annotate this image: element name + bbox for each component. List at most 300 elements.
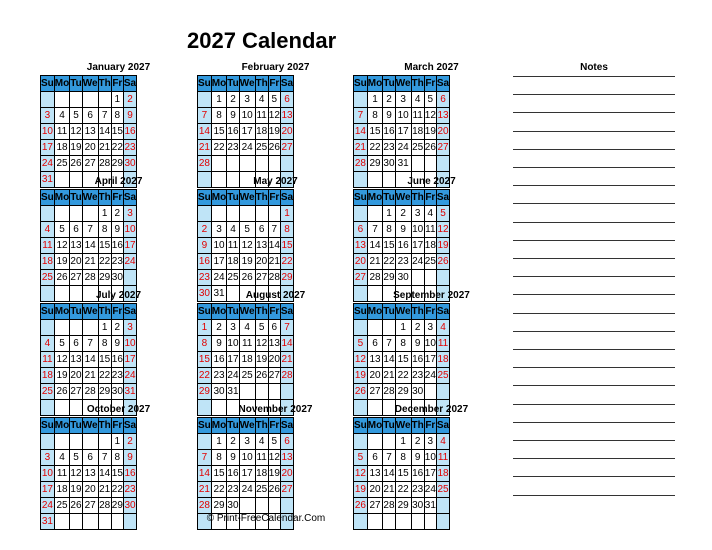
day-cell: 27 [354, 270, 368, 286]
day-cell: 11 [227, 238, 239, 254]
day-cell: 1 [211, 434, 226, 450]
day-cell: 25 [255, 482, 268, 498]
month-name: October 2027 [86, 404, 151, 415]
note-line [513, 349, 675, 350]
day-cell: 23 [123, 140, 136, 156]
note-line [513, 313, 675, 314]
day-cell: 9 [227, 450, 239, 466]
note-line [513, 185, 675, 186]
month-table [197, 75, 294, 188]
month-table [40, 75, 137, 188]
day-cell: 31 [395, 156, 411, 172]
weekday-header: We [395, 418, 411, 434]
day-cell: 26 [255, 368, 268, 384]
weekday-header: Tu [383, 76, 395, 92]
day-cell: 20 [367, 368, 382, 384]
day-cell: 29 [367, 156, 382, 172]
day-cell: 17 [395, 124, 411, 140]
day-cell: 27 [255, 270, 268, 286]
day-cell: 4 [424, 206, 436, 222]
empty-cell [436, 498, 449, 514]
empty-cell [211, 206, 226, 222]
day-cell: 4 [41, 222, 55, 238]
day-cell: 15 [211, 466, 226, 482]
day-cell: 7 [354, 108, 368, 124]
weekday-header: Th [255, 76, 268, 92]
day-cell: 5 [70, 108, 82, 124]
day-cell: 2 [411, 320, 424, 336]
weekday-header: Fr [111, 190, 123, 206]
day-cell: 26 [54, 270, 69, 286]
day-cell: 4 [411, 92, 424, 108]
weekday-header: Su [354, 418, 368, 434]
day-cell: 8 [395, 450, 411, 466]
day-cell: 14 [367, 238, 382, 254]
day-cell: 20 [354, 254, 368, 270]
day-cell: 14 [82, 238, 98, 254]
day-cell: 19 [268, 124, 280, 140]
weekday-header: Sa [280, 304, 293, 320]
weekday-header: Tu [70, 418, 82, 434]
day-cell: 7 [98, 450, 111, 466]
day-cell: 1 [198, 320, 212, 336]
day-cell: 16 [198, 254, 212, 270]
day-cell: 3 [123, 320, 136, 336]
day-cell: 9 [123, 108, 136, 124]
day-cell: 8 [98, 336, 111, 352]
day-cell: 10 [41, 466, 55, 482]
day-cell: 21 [383, 368, 395, 384]
empty-cell [383, 320, 395, 336]
day-cell: 12 [424, 108, 436, 124]
day-cell: 18 [227, 254, 239, 270]
day-cell: 2 [383, 92, 395, 108]
day-cell: 28 [198, 156, 212, 172]
weekday-header: Mo [54, 190, 69, 206]
day-cell: 26 [354, 384, 368, 400]
day-cell: 21 [354, 140, 368, 156]
day-cell: 2 [111, 320, 123, 336]
month-name: March 2027 [404, 62, 459, 73]
day-cell: 11 [424, 222, 436, 238]
day-cell: 14 [383, 466, 395, 482]
day-cell: 5 [239, 222, 255, 238]
day-cell: 10 [239, 450, 255, 466]
weekday-header: Tu [383, 190, 395, 206]
day-cell: 1 [98, 320, 111, 336]
day-cell: 31 [41, 514, 55, 530]
day-cell: 25 [41, 384, 55, 400]
day-cell: 20 [367, 482, 382, 498]
day-cell: 21 [198, 140, 212, 156]
day-cell: 6 [280, 92, 293, 108]
day-cell: 25 [41, 270, 55, 286]
day-cell: 14 [98, 466, 111, 482]
notes-title: Notes [580, 62, 608, 73]
day-cell: 19 [268, 466, 280, 482]
day-cell: 23 [211, 368, 226, 384]
day-cell: 31 [227, 384, 239, 400]
day-cell: 9 [111, 336, 123, 352]
empty-cell [41, 320, 55, 336]
weekday-header: Sa [436, 418, 449, 434]
day-cell: 19 [54, 368, 69, 384]
day-cell: 1 [211, 92, 226, 108]
day-cell: 3 [239, 92, 255, 108]
day-cell: 19 [70, 482, 82, 498]
note-line [513, 167, 675, 168]
empty-cell [255, 384, 268, 400]
weekday-header: Th [411, 190, 424, 206]
day-cell: 24 [123, 368, 136, 384]
day-cell: 27 [367, 498, 382, 514]
day-cell: 19 [255, 352, 268, 368]
day-cell: 14 [98, 124, 111, 140]
day-cell: 7 [198, 450, 212, 466]
day-cell: 26 [436, 254, 449, 270]
note-line [513, 404, 675, 405]
day-cell: 1 [111, 434, 123, 450]
day-cell: 29 [198, 384, 212, 400]
day-cell: 15 [395, 352, 411, 368]
day-cell: 28 [383, 498, 395, 514]
day-cell: 17 [41, 482, 55, 498]
day-cell: 11 [255, 450, 268, 466]
day-cell: 20 [436, 124, 449, 140]
empty-cell [280, 498, 293, 514]
weekday-header: Mo [367, 418, 382, 434]
note-line [513, 112, 675, 113]
day-cell: 24 [239, 140, 255, 156]
weekday-header: Mo [54, 418, 69, 434]
day-cell: 19 [424, 124, 436, 140]
day-cell: 29 [280, 270, 293, 286]
day-cell: 15 [211, 124, 226, 140]
empty-cell [82, 92, 98, 108]
day-cell: 7 [82, 336, 98, 352]
day-cell: 14 [198, 124, 212, 140]
weekday-header: Th [411, 304, 424, 320]
day-cell: 12 [354, 466, 368, 482]
empty-cell [70, 434, 82, 450]
weekday-header: Su [41, 190, 55, 206]
day-cell: 12 [54, 352, 69, 368]
note-line [513, 131, 675, 132]
day-cell: 28 [82, 270, 98, 286]
weekday-header: Tu [227, 304, 239, 320]
empty-cell [268, 384, 280, 400]
weekday-header: Su [198, 418, 212, 434]
day-cell: 8 [198, 336, 212, 352]
day-cell: 20 [82, 140, 98, 156]
day-cell: 9 [123, 450, 136, 466]
day-cell: 21 [98, 140, 111, 156]
month-table [353, 189, 450, 302]
day-cell: 26 [54, 384, 69, 400]
day-cell: 21 [198, 482, 212, 498]
day-cell: 9 [198, 238, 212, 254]
month-table [40, 303, 137, 416]
day-cell: 8 [280, 222, 293, 238]
day-cell: 13 [367, 352, 382, 368]
weekday-header: Fr [268, 76, 280, 92]
weekday-header: Sa [280, 418, 293, 434]
day-cell: 26 [424, 140, 436, 156]
day-cell: 8 [111, 450, 123, 466]
note-line [513, 276, 675, 277]
day-cell: 9 [395, 222, 411, 238]
day-cell: 4 [255, 92, 268, 108]
month-table [197, 303, 294, 416]
day-cell: 15 [198, 352, 212, 368]
day-cell: 3 [239, 434, 255, 450]
empty-cell [54, 434, 69, 450]
day-cell: 29 [98, 384, 111, 400]
month-name: April 2027 [94, 176, 143, 187]
weekday-header: Mo [211, 418, 226, 434]
empty-cell [280, 384, 293, 400]
day-cell: 13 [280, 108, 293, 124]
day-cell: 16 [111, 238, 123, 254]
weekday-header: Su [198, 190, 212, 206]
day-cell: 6 [70, 222, 82, 238]
weekday-header: Th [411, 418, 424, 434]
note-line [513, 458, 675, 459]
day-cell: 5 [255, 320, 268, 336]
day-cell: 11 [436, 336, 449, 352]
calendar-title: 2027 Calendar [187, 28, 337, 53]
day-cell: 24 [395, 140, 411, 156]
day-cell: 27 [436, 140, 449, 156]
weekday-header: Fr [268, 190, 280, 206]
day-cell: 7 [383, 336, 395, 352]
empty-cell [268, 498, 280, 514]
day-cell: 24 [211, 270, 226, 286]
day-cell: 3 [227, 320, 239, 336]
empty-cell [239, 206, 255, 222]
day-cell: 28 [198, 498, 212, 514]
day-cell: 4 [255, 434, 268, 450]
day-cell: 11 [436, 450, 449, 466]
day-cell: 27 [70, 384, 82, 400]
day-cell: 19 [436, 238, 449, 254]
weekday-header: Su [354, 304, 368, 320]
empty-cell [198, 92, 212, 108]
day-cell: 6 [82, 108, 98, 124]
day-cell: 24 [424, 482, 436, 498]
weekday-header: Th [98, 418, 111, 434]
day-cell: 2 [411, 434, 424, 450]
empty-cell [354, 320, 368, 336]
empty-cell [367, 434, 382, 450]
day-cell: 9 [211, 336, 226, 352]
weekday-header: Mo [367, 190, 382, 206]
day-cell: 12 [239, 238, 255, 254]
day-cell: 18 [255, 466, 268, 482]
weekday-header: Fr [424, 418, 436, 434]
day-cell: 13 [70, 238, 82, 254]
day-cell: 11 [41, 352, 55, 368]
day-cell: 18 [411, 124, 424, 140]
note-line [513, 76, 675, 77]
day-cell: 29 [395, 384, 411, 400]
day-cell: 26 [239, 270, 255, 286]
weekday-header: Tu [383, 418, 395, 434]
day-cell: 26 [268, 140, 280, 156]
day-cell: 11 [41, 238, 55, 254]
day-cell: 27 [70, 270, 82, 286]
day-cell: 28 [354, 156, 368, 172]
day-cell: 20 [255, 254, 268, 270]
day-cell: 20 [82, 482, 98, 498]
day-cell: 5 [354, 450, 368, 466]
weekday-header: Su [198, 304, 212, 320]
day-cell: 9 [111, 222, 123, 238]
day-cell: 3 [211, 222, 226, 238]
day-cell: 4 [41, 336, 55, 352]
day-cell: 6 [280, 434, 293, 450]
day-cell: 5 [70, 450, 82, 466]
day-cell: 10 [395, 108, 411, 124]
month-name: July 2027 [95, 290, 142, 301]
day-cell: 12 [54, 238, 69, 254]
day-cell: 25 [424, 254, 436, 270]
empty-cell [54, 92, 69, 108]
day-cell: 28 [367, 270, 382, 286]
month-name: May 2027 [253, 176, 298, 187]
day-cell: 22 [280, 254, 293, 270]
day-cell: 21 [383, 482, 395, 498]
day-cell: 29 [111, 498, 123, 514]
day-cell: 7 [383, 450, 395, 466]
day-cell: 14 [268, 238, 280, 254]
day-cell: 12 [70, 466, 82, 482]
weekday-header: We [395, 190, 411, 206]
empty-cell [239, 384, 255, 400]
day-cell: 5 [268, 434, 280, 450]
day-cell: 27 [82, 156, 98, 172]
empty-cell [98, 92, 111, 108]
day-cell: 2 [123, 92, 136, 108]
weekday-header: Fr [424, 304, 436, 320]
weekday-header: Su [354, 190, 368, 206]
day-cell: 28 [268, 270, 280, 286]
day-cell: 6 [367, 450, 382, 466]
day-cell: 23 [111, 254, 123, 270]
day-cell: 15 [280, 238, 293, 254]
day-cell: 17 [424, 466, 436, 482]
empty-cell [82, 206, 98, 222]
day-cell: 2 [123, 434, 136, 450]
day-cell: 17 [123, 238, 136, 254]
day-cell: 30 [198, 286, 212, 302]
day-cell: 21 [82, 368, 98, 384]
day-cell: 5 [54, 222, 69, 238]
day-cell: 22 [395, 482, 411, 498]
day-cell: 17 [411, 238, 424, 254]
day-cell: 13 [255, 238, 268, 254]
day-cell: 17 [227, 352, 239, 368]
empty-cell [123, 270, 136, 286]
note-line [513, 149, 675, 150]
day-cell: 26 [354, 498, 368, 514]
day-cell: 27 [280, 482, 293, 498]
empty-cell [70, 320, 82, 336]
weekday-header: Tu [383, 304, 395, 320]
day-cell: 20 [280, 466, 293, 482]
weekday-header: Mo [211, 304, 226, 320]
day-cell: 13 [367, 466, 382, 482]
weekday-header: Mo [367, 304, 382, 320]
day-cell: 8 [367, 108, 382, 124]
weekday-header: Th [98, 76, 111, 92]
empty-cell [227, 206, 239, 222]
day-cell: 11 [54, 124, 69, 140]
weekday-header: Th [98, 190, 111, 206]
note-line [513, 440, 675, 441]
day-cell: 1 [383, 206, 395, 222]
day-cell: 17 [424, 352, 436, 368]
empty-cell [367, 320, 382, 336]
day-cell: 13 [354, 238, 368, 254]
note-line [513, 222, 675, 223]
weekday-header: Tu [227, 418, 239, 434]
day-cell: 6 [70, 336, 82, 352]
day-cell: 19 [239, 254, 255, 270]
day-cell: 18 [424, 238, 436, 254]
empty-cell [198, 206, 212, 222]
month-name: January 2027 [86, 62, 151, 73]
empty-cell [436, 156, 449, 172]
weekday-header: Sa [436, 76, 449, 92]
day-cell: 5 [268, 92, 280, 108]
day-cell: 15 [367, 124, 382, 140]
day-cell: 17 [123, 352, 136, 368]
day-cell: 25 [255, 140, 268, 156]
day-cell: 13 [70, 352, 82, 368]
day-cell: 27 [367, 384, 382, 400]
day-cell: 31 [211, 286, 226, 302]
day-cell: 3 [395, 92, 411, 108]
weekday-header: Su [41, 76, 55, 92]
day-cell: 1 [367, 92, 382, 108]
day-cell: 25 [54, 498, 69, 514]
day-cell: 18 [255, 124, 268, 140]
weekday-header: We [239, 418, 255, 434]
empty-cell [70, 92, 82, 108]
day-cell: 22 [198, 368, 212, 384]
day-cell: 5 [54, 336, 69, 352]
day-cell: 22 [98, 254, 111, 270]
day-cell: 22 [383, 254, 395, 270]
weekday-header: Mo [367, 76, 382, 92]
empty-cell [41, 92, 55, 108]
weekday-header: Sa [123, 76, 136, 92]
weekday-header: Th [255, 304, 268, 320]
day-cell: 1 [111, 92, 123, 108]
day-cell: 1 [395, 434, 411, 450]
day-cell: 15 [98, 352, 111, 368]
day-cell: 23 [383, 140, 395, 156]
empty-cell [41, 434, 55, 450]
day-cell: 7 [98, 108, 111, 124]
note-line [513, 495, 675, 496]
day-cell: 11 [239, 336, 255, 352]
day-cell: 30 [123, 156, 136, 172]
empty-cell [54, 206, 69, 222]
day-cell: 28 [98, 498, 111, 514]
day-cell: 30 [383, 156, 395, 172]
